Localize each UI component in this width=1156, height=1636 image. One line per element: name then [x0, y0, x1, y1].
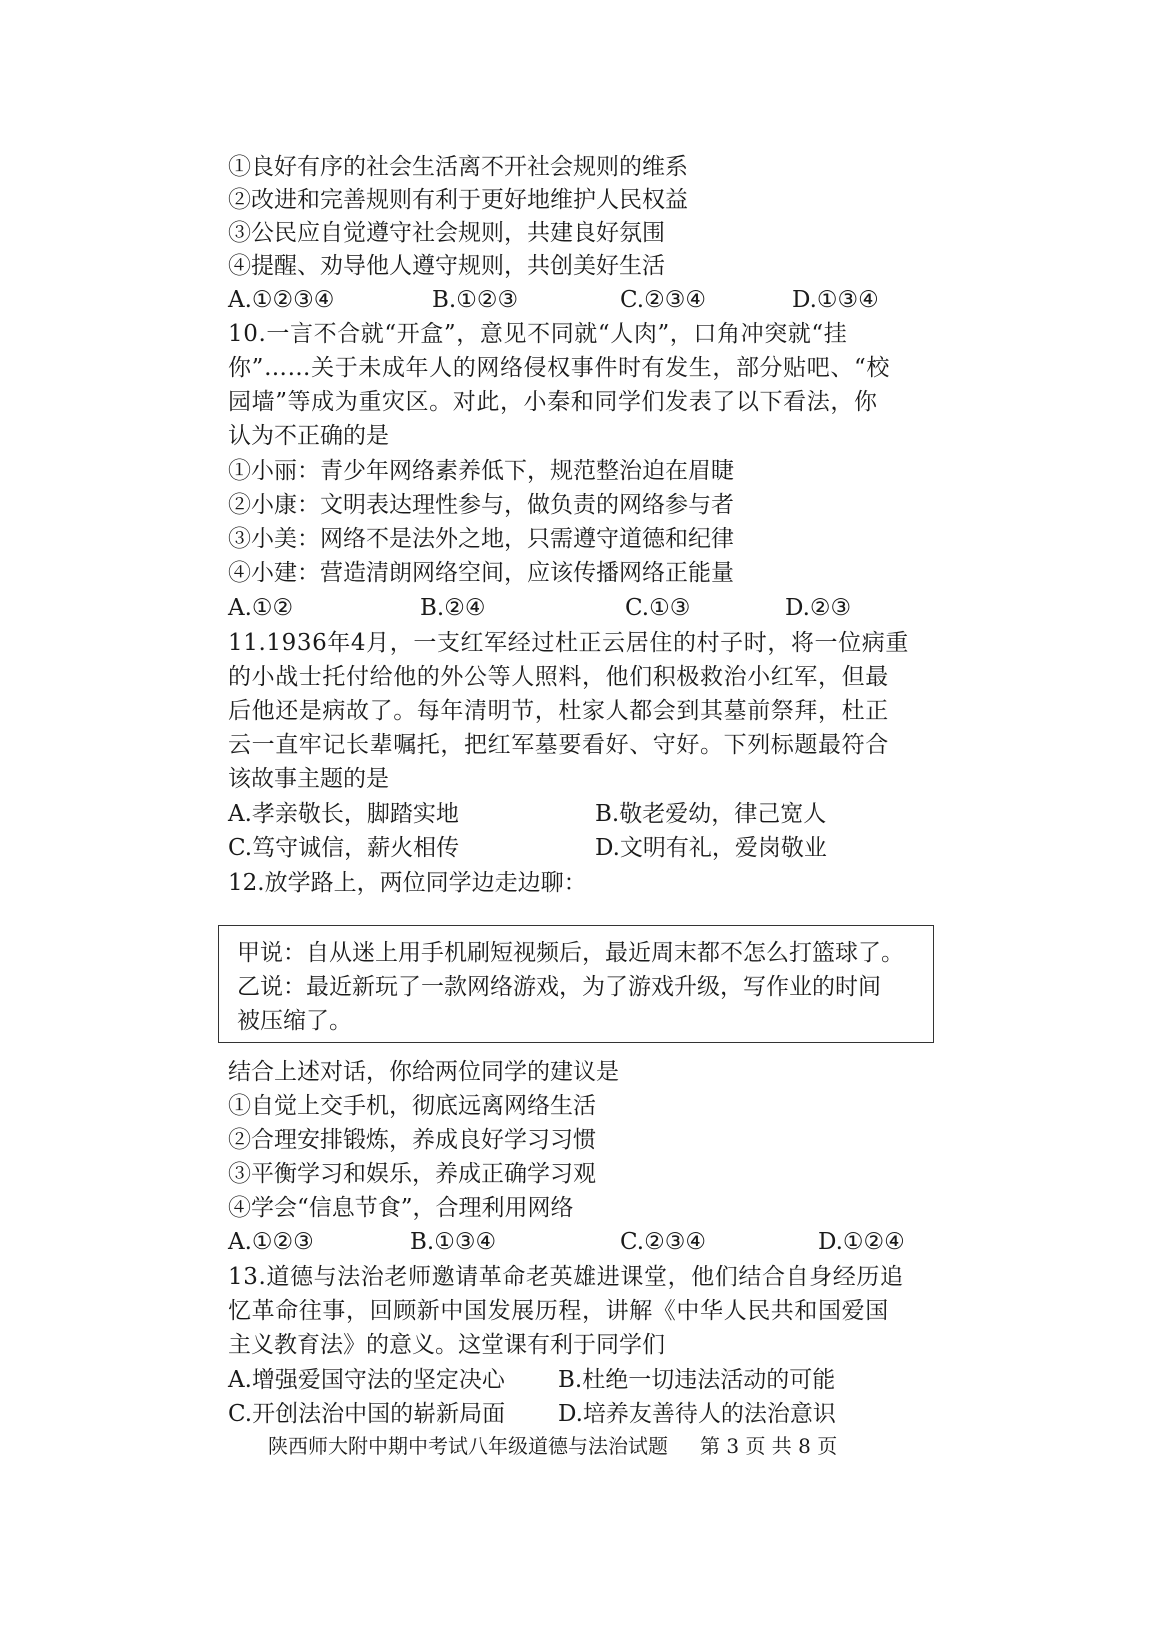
q9-option-b: B.①②③ [432, 287, 519, 313]
q9-statement-1: ①良好有序的社会生活离不开社会规则的维系 [228, 154, 688, 180]
q10-stem-line-1: 10.一言不合就“开盒”，意见不同就“人肉”，口角冲突就“挂 [228, 321, 848, 347]
q9-statement-3: ③公民应自觉遵守社会规则，共建良好氛围 [228, 220, 665, 246]
q9-statement-4: ④提醒、劝导他人遵守规则，共创美好生活 [228, 253, 665, 279]
q11-stem-line-5: 该故事主题的是 [228, 766, 389, 792]
q9-option-c: C.②③④ [620, 287, 706, 313]
q12-option-a: A.①②③ [228, 1229, 314, 1255]
q12-statement-1: ①自觉上交手机，彻底远离网络生活 [228, 1093, 596, 1119]
q12-stem: 12.放学路上，两位同学边走边聊： [228, 870, 587, 896]
q10-statement-4: ④小建：营造清朗网络空间，应该传播网络正能量 [228, 560, 734, 586]
q11-stem-line-2: 的小战士托付给他的外公等人照料，他们积极救治小红军，但最 [228, 664, 889, 690]
q11-stem-line-4: 云一直牢记长辈嘱托，把红军墓要看好、守好。下列标题最符合 [228, 732, 889, 758]
q12-dialog-line-3: 被压缩了。 [237, 1008, 352, 1034]
q12-option-d: D.①②④ [818, 1229, 905, 1255]
q10-option-c: C.①③ [625, 595, 691, 621]
q10-stem-line-4: 认为不正确的是 [228, 423, 389, 449]
q13-option-a: A.增强爱国守法的坚定决心 [228, 1367, 505, 1393]
q11-option-c: C.笃守诚信，薪火相传 [228, 835, 460, 861]
q12-statement-2: ②合理安排锻炼，养成良好学习习惯 [228, 1127, 596, 1153]
q10-statement-2: ②小康：文明表达理性参与，做负责的网络参与者 [228, 492, 734, 518]
q10-option-d: D.②③ [785, 595, 852, 621]
q13-stem-line-2: 忆革命往事，回顾新中国发展历程，讲解《中华人民共和国爱国 [228, 1298, 889, 1324]
q11-option-d: D.文明有礼，爱岗敬业 [595, 835, 827, 861]
q12-statement-4: ④学会“信息节食”，合理利用网络 [228, 1195, 574, 1221]
q9-option-d: D.①③④ [792, 287, 879, 313]
q11-stem-line-1: 11.1936年4月，一支红军经过杜正云居住的村子时，将一位病重 [228, 630, 909, 656]
q13-stem-line-3: 主义教育法》的意义。这堂课有利于同学们 [228, 1332, 665, 1358]
q13-option-b: B.杜绝一切违法活动的可能 [558, 1367, 836, 1393]
q9-option-a: A.①②③④ [228, 287, 335, 313]
q10-option-a: A.①② [228, 595, 294, 621]
q12-prompt: 结合上述对话，你给两位同学的建议是 [228, 1059, 619, 1085]
q10-stem-line-2: 你”……关于未成年人的网络侵权事件时有发生，部分贴吧、“校 [228, 355, 890, 381]
q9-statement-2: ②改进和完善规则有利于更好地维护人民权益 [228, 187, 688, 213]
footer-page-info: 第 3 页 共 8 页 [700, 1434, 838, 1458]
q13-option-d: D.培养友善待人的法治意识 [558, 1401, 836, 1427]
q12-option-c: C.②③④ [620, 1229, 706, 1255]
q10-option-b: B.②④ [420, 595, 486, 621]
q12-dialog-line-2: 乙说：最近新玩了一款网络游戏，为了游戏升级，写作业的时间 [237, 974, 881, 1000]
q12-statement-3: ③平衡学习和娱乐，养成正确学习观 [228, 1161, 596, 1187]
q10-stem-line-3: 园墙”等成为重灾区。对此，小秦和同学们发表了以下看法，你 [228, 389, 878, 415]
q12-option-b: B.①③④ [410, 1229, 497, 1255]
q11-option-a: A.孝亲敬长，脚踏实地 [228, 801, 459, 827]
q13-option-c: C.开创法治中国的崭新局面 [228, 1401, 506, 1427]
q11-stem-line-3: 后他还是病故了。每年清明节，杜家人都会到其墓前祭拜，杜正 [228, 698, 889, 724]
q12-dialog-box [218, 925, 934, 1043]
q10-statement-3: ③小美：网络不是法外之地，只需遵守道德和纪律 [228, 526, 734, 552]
q11-option-b: B.敬老爱幼，律己宽人 [595, 801, 827, 827]
q13-stem-line-1: 13.道德与法治老师邀请革命老英雄进课堂，他们结合自身经历追 [228, 1264, 904, 1290]
q10-statement-1: ①小丽：青少年网络素养低下，规范整治迫在眉睫 [228, 458, 734, 484]
footer-exam-title: 陕西师大附中期中考试八年级道德与法治试题 [268, 1434, 668, 1458]
q12-dialog-line-1: 甲说：自从迷上用手机刷短视频后，最近周末都不怎么打篮球了。 [237, 940, 904, 966]
